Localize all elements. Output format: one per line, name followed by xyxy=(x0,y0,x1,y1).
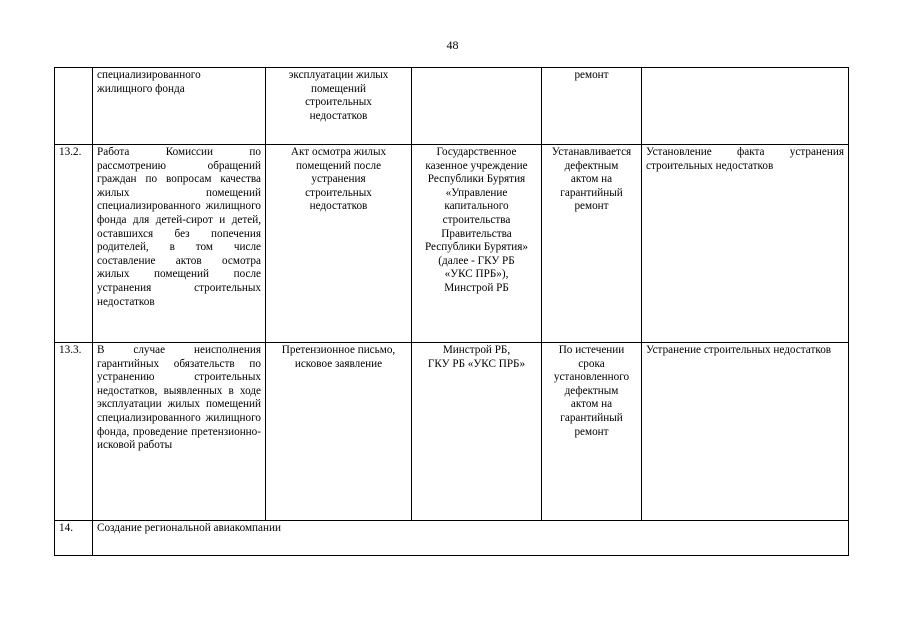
table-row xyxy=(55,68,849,145)
row-number: 13.2. xyxy=(55,145,93,343)
responsible-cell: Минстрой РБ, ГКУ РБ «УКС ПРБ» xyxy=(412,343,542,521)
result-cell: Установление факта устранения строительных недостатков xyxy=(642,145,849,343)
page-number: 48 xyxy=(446,38,459,52)
section-number: 14. xyxy=(55,521,93,556)
row-number xyxy=(55,68,93,145)
event-cell: специализированного жилищного фонда xyxy=(93,68,266,145)
section-title: Создание региональной авиакомпании xyxy=(93,521,849,556)
term-cell: ремонт xyxy=(542,68,642,145)
result-cell xyxy=(642,68,849,145)
table-row xyxy=(55,343,849,521)
table-row xyxy=(55,145,849,343)
responsible-cell: Государственное казенное учреждение Республики Бурятия «Управление капитального строительства Правительства Республики Бурятия» (далее - ГКУ РБ «УКС ПРБ»), Минстрой РБ xyxy=(412,145,542,343)
section-row xyxy=(55,521,849,556)
responsible-cell xyxy=(412,68,542,145)
document-cell: Претензионное письмо, исковое заявление xyxy=(266,343,412,521)
event-cell: Работа Комиссии по рассмотрению обращений граждан по вопросам качества жилых помещений специализированного жилищного фонда для детей-сирот и детей, оставшихся без попечения родителей, в том числе составление актов осмотра жилых помещений после устранения строительных недостатков xyxy=(93,145,266,343)
row-number: 13.3. xyxy=(55,343,93,521)
event-cell: В случае неисполнения гарантийных обязательств по устранению строительных недостатков, выявленных в ходе эксплуатации жилых помещений специализированного жилищного фонда, проведение претензионно-исковой работы xyxy=(93,343,266,521)
measures-table xyxy=(54,67,849,556)
document-cell: Акт осмотра жилых помещений после устранения строительных недостатков xyxy=(266,145,412,343)
term-cell: Устанавливается дефектным актом на гарантийный ремонт xyxy=(542,145,642,343)
document-cell: эксплуатации жилых помещений строительных недостатков xyxy=(266,68,412,145)
term-cell: По истечении срока установленного дефектным актом на гарантийный ремонт xyxy=(542,343,642,521)
result-cell: Устранение строительных недостатков xyxy=(642,343,849,521)
